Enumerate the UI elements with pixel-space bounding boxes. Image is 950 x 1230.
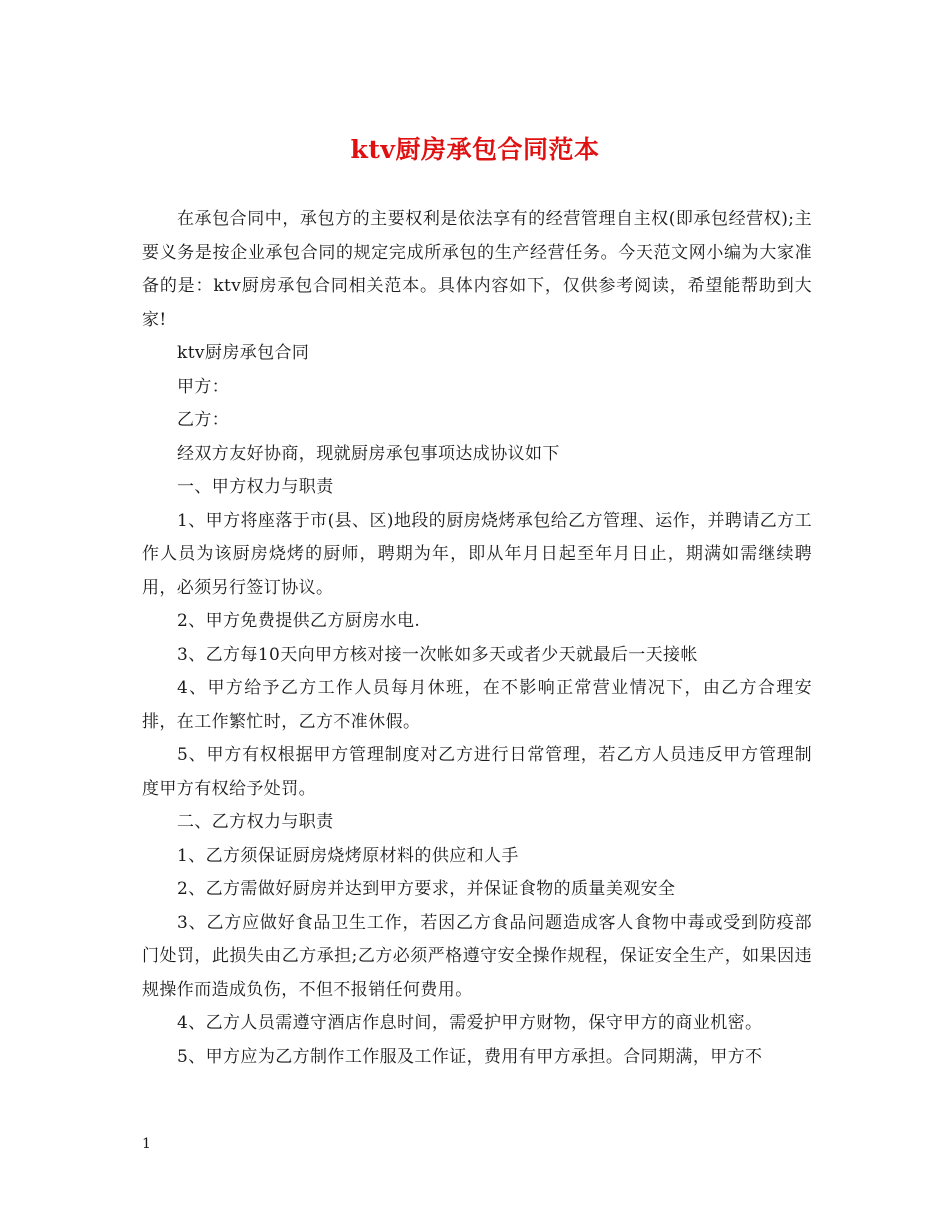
party-a-clause-3: 3、乙方每10天向甲方核对接一次帐如多天或者少天就最后一天接帐 — [177, 644, 698, 665]
intro-paragraph: 在承包合同中，承包方的主要权利是依法享有的经营管理自主权(即承包经营权);主要义务是按企业承包合同的规定完成所承包的生产经营任务。今天范文网小编为大家准备的是：ktv厨房承包合同相关范本。具体内容如下，仅供参考阅读，希望能帮助到大家! — [142, 209, 812, 330]
section-heading-party-b: 二、乙方权力与职责 — [177, 812, 334, 832]
party-a-line: 甲方： — [177, 376, 230, 397]
party-a-clause-5: 5、甲方有权根据甲方管理制度对乙方进行日常管理，若乙方人员违反甲方管理制度甲方有权给予处罚。 — [142, 745, 812, 799]
party-a-clause-4: 4、甲方给予乙方工作人员每月休班，在不影响正常营业情况下，由乙方合理安排，在工作繁忙时，乙方不准休假。 — [142, 678, 812, 732]
party-b-clause-5: 5、甲方应为乙方制作工作服及工作证，费用有甲方承担。合同期满，甲方不 — [177, 1046, 763, 1067]
party-b-line: 乙方： — [177, 410, 230, 430]
party-b-clause-1: 1、乙方须保证厨房烧烤原材料的供应和人手 — [177, 845, 519, 866]
party-b-clause-2: 2、乙方需做好厨房并达到甲方要求，并保证食物的质量美观安全 — [177, 879, 676, 899]
agreement-preamble: 经双方友好协商，现就厨房承包事项达成协议如下 — [177, 443, 560, 464]
document-title: ktv厨房承包合同范本 — [350, 135, 600, 164]
section-heading-party-a: 一、甲方权力与职责 — [177, 477, 334, 497]
page-number: 1 — [142, 1136, 151, 1152]
party-b-clause-3: 3、乙方应做好食品卫生工作，若因乙方食品问题造成客人食物中毒或受到防疫部门处罚，此损失由乙方承担;乙方必须严格遵守安全操作规程，保证安全生产，如果因违规操作而造成负伤，不但不报销任何费用。 — [142, 912, 812, 1000]
document-body — [142, 203, 812, 1074]
party-b-clause-4: 4、乙方人员需遵守酒店作息时间，需爱护甲方财物，保守甲方的商业机密。 — [177, 1013, 763, 1033]
party-a-clause-1: 1、甲方将座落于市(县、区)地段的厨房烧烤承包给乙方管理、运作，并聘请乙方工作人员为该厨房烧烤的厨师，聘期为年，即从年月日起至年月日止，期满如需继续聘用，必须另行签订协议。 — [142, 510, 812, 598]
contract-heading: ktv厨房承包合同 — [177, 343, 310, 363]
party-a-clause-2: 2、甲方免费提供乙方厨房水电. — [177, 611, 421, 631]
